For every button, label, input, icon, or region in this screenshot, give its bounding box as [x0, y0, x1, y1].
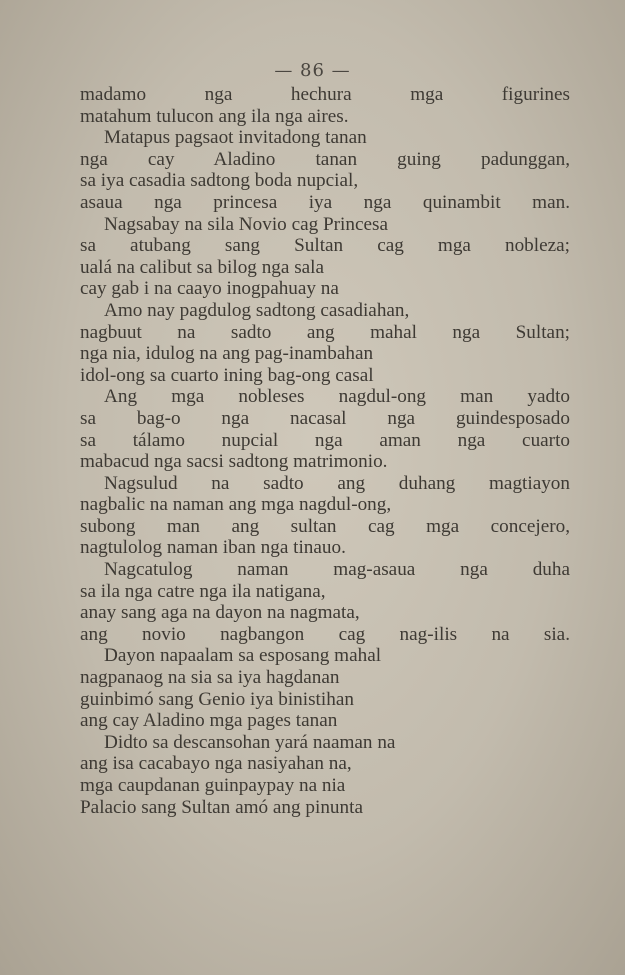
text-line: nga cay Aladino tanan guing padunggan, [80, 148, 570, 170]
text-line: Didto sa descansohan yará naaman na [104, 731, 396, 753]
text-line: sa ila nga catre nga ila natigana, [80, 580, 326, 602]
text-line: sa atubang sang Sultan cag mga nobleza; [80, 235, 570, 257]
text-line: Nagsabay na sila Novio cag Princesa [104, 213, 388, 235]
text-line: Dayon napaalam sa esposang mahal [104, 645, 382, 667]
text-line: Ang mga nobleses nagdul-ong man yadto [104, 386, 570, 408]
text-line: idol-ong sa cuarto ining bag-ong casal [80, 364, 374, 386]
text-line: ang cay Aladino mga pages tanan [80, 710, 338, 732]
text-line: sa tálamo nupcial nga aman nga cuarto [80, 429, 570, 451]
text-line: nagbalic na naman ang mga nagdul-ong, [80, 494, 392, 516]
text-line: Nagsulud na sadto ang duhang magtiayon [104, 472, 570, 494]
text-line: anay sang aga na dayon na nagmata, [80, 602, 360, 624]
text-line: nagbuut na sadto ang mahal nga Sultan; [80, 321, 570, 343]
text-line: nga nia, idulog na ang pag-inambahan [80, 343, 374, 365]
text-line: sa bag-o nga nacasal nga guindesposado [80, 407, 570, 429]
text-line: nagtulolog naman iban nga tinauo. [80, 537, 346, 559]
text-line: madamo nga hechura mga figurines [80, 84, 570, 105]
text-line: asaua nga princesa iya nga quinambit man. [80, 191, 570, 213]
text-line: guinbimó sang Genio iya binistihan [80, 688, 354, 710]
text-line: Palacio sang Sultan amó ang pinunta [80, 796, 363, 818]
text-line: nagpanaog na sia sa iya hagdanan [80, 667, 340, 689]
text-line: mga caupdanan guinpaypay na nia [80, 775, 346, 796]
text-line: matahum tulucon ang ila nga aires. [80, 105, 349, 127]
text-line: ang novio nagbangon cag nag-ilis na sia. [80, 623, 570, 645]
text-line: ang isa cacabayo nga nasiyahan na, [80, 753, 352, 775]
text-line: Nagcatulog naman mag-asaua nga duha [104, 559, 570, 581]
text-line: Amo nay pagdulog sadtong casadiahan, [104, 299, 410, 321]
text-line: sa iya casadia sadtong boda nupcial, [80, 170, 359, 192]
text-line: cay gab i na caayo inogpahuay na [80, 278, 339, 300]
text-line: mabacud nga sacsi sadtong matrimonio. [80, 451, 388, 473]
poem-text-block [80, 84, 570, 818]
text-line: Matapus pagsaot invitadong tanan [104, 127, 367, 149]
text-line: ualá na calibut sa bilog nga sala [80, 256, 325, 278]
page-number: — 86 — [274, 60, 351, 81]
text-line: subong man ang sultan cag mga concejero, [80, 515, 570, 537]
